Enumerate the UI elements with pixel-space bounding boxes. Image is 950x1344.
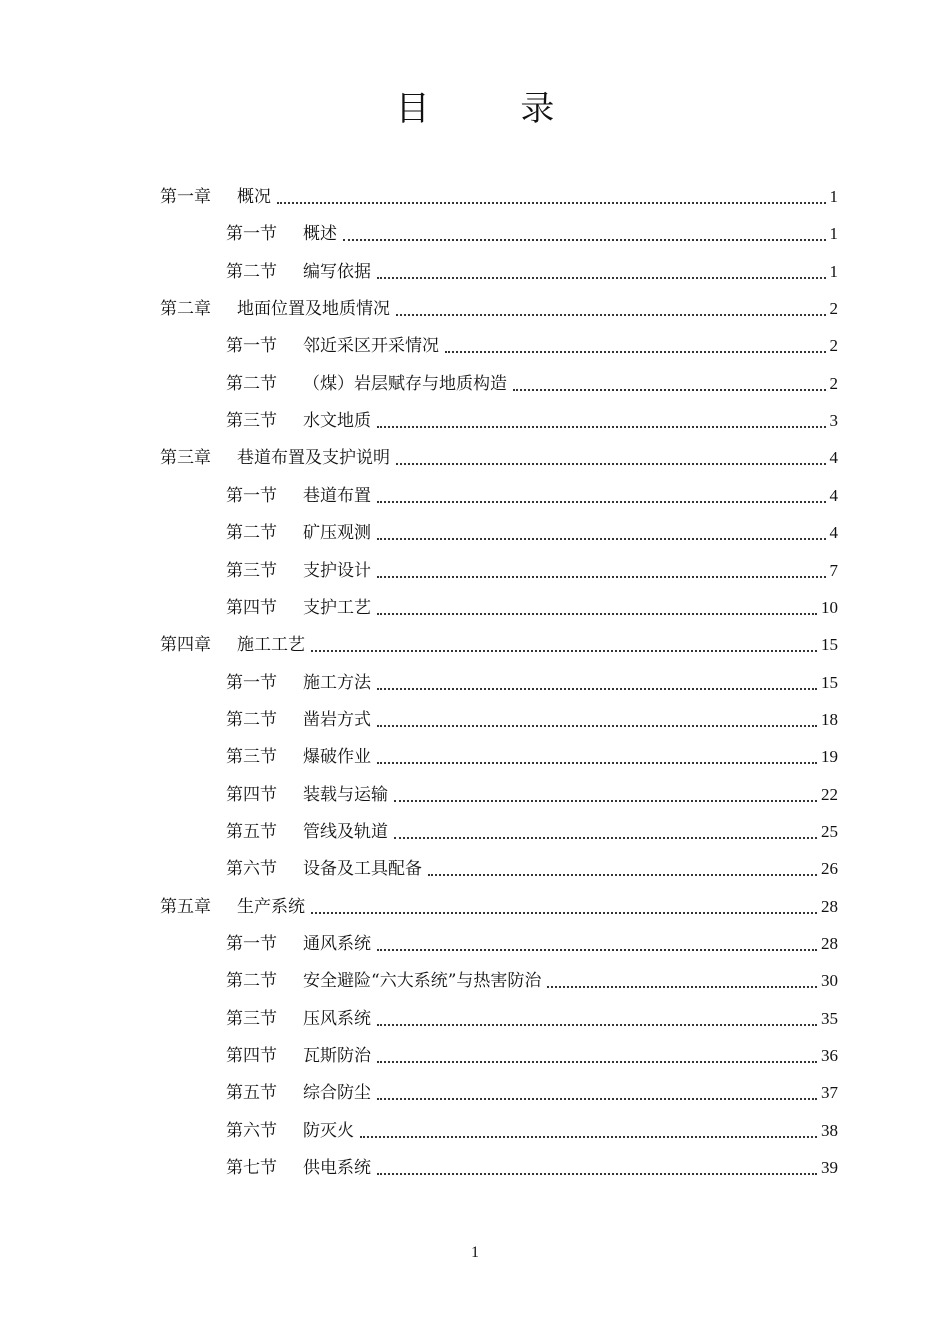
toc-section-entry[interactable]	[226, 558, 838, 584]
toc-entry-title: 生产系统	[237, 896, 305, 917]
toc-dot-leader	[377, 537, 826, 540]
toc-entry-page: 39	[821, 1158, 838, 1178]
toc-dot-leader	[377, 276, 826, 279]
toc-section-entry[interactable]	[226, 670, 838, 696]
toc-entry-page: 3	[829, 411, 838, 431]
toc-entry-number: 第三节	[226, 560, 277, 581]
toc-entry-number: 第三节	[226, 1008, 277, 1029]
toc-chapter-entry[interactable]	[160, 445, 838, 471]
toc-entry-number: 第四章	[160, 635, 211, 656]
toc-entry-page: 1	[829, 187, 838, 206]
toc-entry-number: 第三节	[226, 747, 277, 768]
toc-entry-title: 瓦斯防治	[303, 1046, 371, 1067]
toc-dot-leader	[394, 799, 817, 802]
toc-entry-page: 35	[821, 1008, 838, 1028]
toc-dot-leader	[377, 1097, 817, 1100]
toc-section-entry[interactable]	[226, 968, 838, 994]
toc-entry-page: 28	[821, 934, 838, 953]
toc-section-entry[interactable]	[226, 1080, 838, 1106]
toc-dot-leader	[360, 1135, 817, 1138]
toc-entry-number: 第三章	[160, 448, 211, 469]
toc-entry-title: 巷道布置及支护说明	[237, 448, 390, 469]
toc-dot-leader	[547, 985, 817, 988]
toc-dot-leader	[277, 201, 826, 204]
toc-entry-title: 压风系统	[303, 1008, 371, 1029]
toc-section-entry[interactable]	[226, 819, 838, 845]
toc-dot-leader	[377, 948, 817, 951]
toc-entry-page: 4	[829, 448, 838, 468]
toc-dot-leader	[377, 761, 817, 764]
toc-section-entry[interactable]	[226, 1155, 838, 1181]
toc-entry-page: 10	[821, 597, 838, 617]
toc-chapter-entry[interactable]	[160, 184, 838, 210]
toc-entry-number: 第五节	[226, 1083, 277, 1104]
toc-entry-page: 30	[821, 971, 838, 991]
toc-entry-title: 概况	[237, 187, 271, 207]
toc-dot-leader	[377, 687, 817, 690]
toc-section-entry[interactable]	[226, 408, 838, 434]
toc-entry-number: 第三节	[226, 411, 277, 432]
toc-entry-page: 37	[821, 1083, 838, 1103]
toc-entry-page: 25	[821, 821, 838, 841]
toc-entry-page: 26	[821, 859, 838, 879]
toc-entry-page: 4	[829, 523, 838, 543]
toc-dot-leader	[513, 388, 826, 391]
toc-entry-number: 第一章	[160, 187, 211, 207]
toc-section-entry[interactable]	[226, 707, 838, 733]
toc-entry-title: 编写依据	[303, 261, 371, 282]
toc-section-entry[interactable]	[226, 221, 838, 247]
toc-entry-page: 36	[821, 1046, 838, 1066]
toc-section-entry[interactable]	[226, 371, 838, 397]
toc-entry-number: 第二章	[160, 299, 211, 320]
toc-entry-page: 4	[829, 485, 838, 505]
toc-dot-leader	[428, 873, 817, 876]
toc-entry-title: 防灭火	[303, 1120, 354, 1141]
toc-entry-title: 地面位置及地质情况	[237, 299, 390, 320]
toc-entry-title: 概述	[303, 224, 337, 245]
toc-entry-page: 2	[829, 373, 838, 393]
toc-entry-title: 管线及轨道	[303, 821, 388, 842]
toc-dot-leader	[377, 1023, 817, 1026]
toc-entry-title: 邻近采区开采情况	[303, 336, 439, 357]
toc-entry-page: 15	[821, 672, 838, 692]
toc-entry-page: 15	[821, 635, 838, 655]
toc-section-entry[interactable]	[226, 931, 838, 957]
toc-entry-number: 第一节	[226, 485, 277, 506]
toc-entry-title: 综合防尘	[303, 1083, 371, 1104]
toc-entry-page: 2	[829, 299, 838, 319]
toc-chapter-entry[interactable]	[160, 894, 838, 920]
toc-dot-leader	[377, 1172, 817, 1175]
toc-entry-title: 施工方法	[303, 672, 371, 693]
toc-dot-leader	[311, 649, 817, 652]
toc-entry-number: 第二节	[226, 261, 277, 282]
toc-entry-title: 巷道布置	[303, 485, 371, 506]
toc-entry-number: 第四节	[226, 784, 277, 805]
toc-entry-number: 第二节	[226, 373, 277, 394]
toc-dot-leader	[377, 612, 817, 615]
toc-entry-number: 第二节	[226, 971, 277, 992]
toc-entry-number: 第六节	[226, 859, 277, 880]
toc-entry-number: 第一节	[226, 336, 277, 357]
toc-section-entry[interactable]	[226, 856, 838, 882]
toc-dot-leader	[343, 238, 826, 241]
toc-chapter-entry[interactable]	[160, 296, 838, 322]
toc-entry-number: 第二节	[226, 523, 277, 544]
toc-entry-title: （煤）岩层赋存与地质构造	[303, 373, 507, 394]
toc-dot-leader	[377, 575, 826, 578]
toc-entry-number: 第一节	[226, 672, 277, 693]
toc-section-entry[interactable]	[226, 744, 838, 770]
toc-section-entry[interactable]	[226, 782, 838, 808]
toc-entry-page: 18	[821, 709, 838, 729]
toc-entry-number: 第七节	[226, 1158, 277, 1179]
toc-dot-leader	[396, 313, 826, 316]
toc-entry-number: 第一节	[226, 224, 277, 245]
toc-dot-leader	[396, 462, 826, 465]
toc-entry-title: 装载与运输	[303, 784, 388, 805]
toc-entry-number: 第二节	[226, 709, 277, 730]
toc-section-entry[interactable]	[226, 595, 838, 621]
toc-dot-leader	[377, 724, 817, 727]
toc-entry-title: 凿岩方式	[303, 709, 371, 730]
page-title: 目 录	[395, 89, 595, 129]
toc-entry-title: 矿压观测	[303, 523, 371, 544]
toc-dot-leader	[377, 425, 826, 428]
toc-entry-page: 38	[821, 1120, 838, 1140]
toc-dot-leader	[394, 836, 817, 839]
toc-entry-title: 爆破作业	[303, 747, 371, 768]
toc-dot-leader	[377, 500, 826, 503]
toc-entry-number: 第一节	[226, 934, 277, 954]
toc-entry-number: 第五章	[160, 896, 211, 917]
toc-entry-page: 28	[821, 896, 838, 916]
toc-dot-leader	[311, 911, 817, 914]
toc-entry-title: 设备及工具配备	[303, 859, 422, 880]
toc-section-entry[interactable]	[226, 1043, 838, 1069]
toc-entry-page: 7	[829, 560, 838, 580]
toc-section-entry[interactable]	[226, 1006, 838, 1032]
page-number: 1	[471, 1244, 479, 1261]
toc-chapter-entry[interactable]	[160, 632, 838, 658]
toc-entry-page: 1	[829, 224, 838, 244]
toc-entry-page: 2	[829, 336, 838, 356]
toc-entry-title: 支护设计	[303, 560, 371, 581]
toc-entry-page: 1	[829, 261, 838, 281]
toc-dot-leader	[377, 1060, 817, 1063]
toc-entry-title: 施工工艺	[237, 635, 305, 656]
toc-entry-title: 安全避险“六大系统”与热害防治	[303, 971, 542, 992]
toc-section-entry[interactable]	[226, 259, 838, 285]
toc-section-entry[interactable]	[226, 483, 838, 509]
toc-entry-page: 22	[821, 784, 838, 804]
toc-entry-title: 支护工艺	[303, 597, 371, 618]
toc-entry-title: 水文地质	[303, 411, 371, 432]
toc-entry-title: 通风系统	[303, 934, 371, 954]
toc-entry-number: 第四节	[226, 597, 277, 618]
toc-entry-number: 第五节	[226, 821, 277, 842]
toc-section-entry[interactable]	[226, 333, 838, 359]
toc-section-entry[interactable]	[226, 1118, 838, 1144]
toc-entry-title: 供电系统	[303, 1158, 371, 1179]
toc-entry-page: 19	[821, 747, 838, 767]
toc-dot-leader	[445, 350, 826, 353]
toc-entry-number: 第六节	[226, 1120, 277, 1141]
toc-section-entry[interactable]	[226, 520, 838, 546]
toc-entry-number: 第四节	[226, 1046, 277, 1067]
